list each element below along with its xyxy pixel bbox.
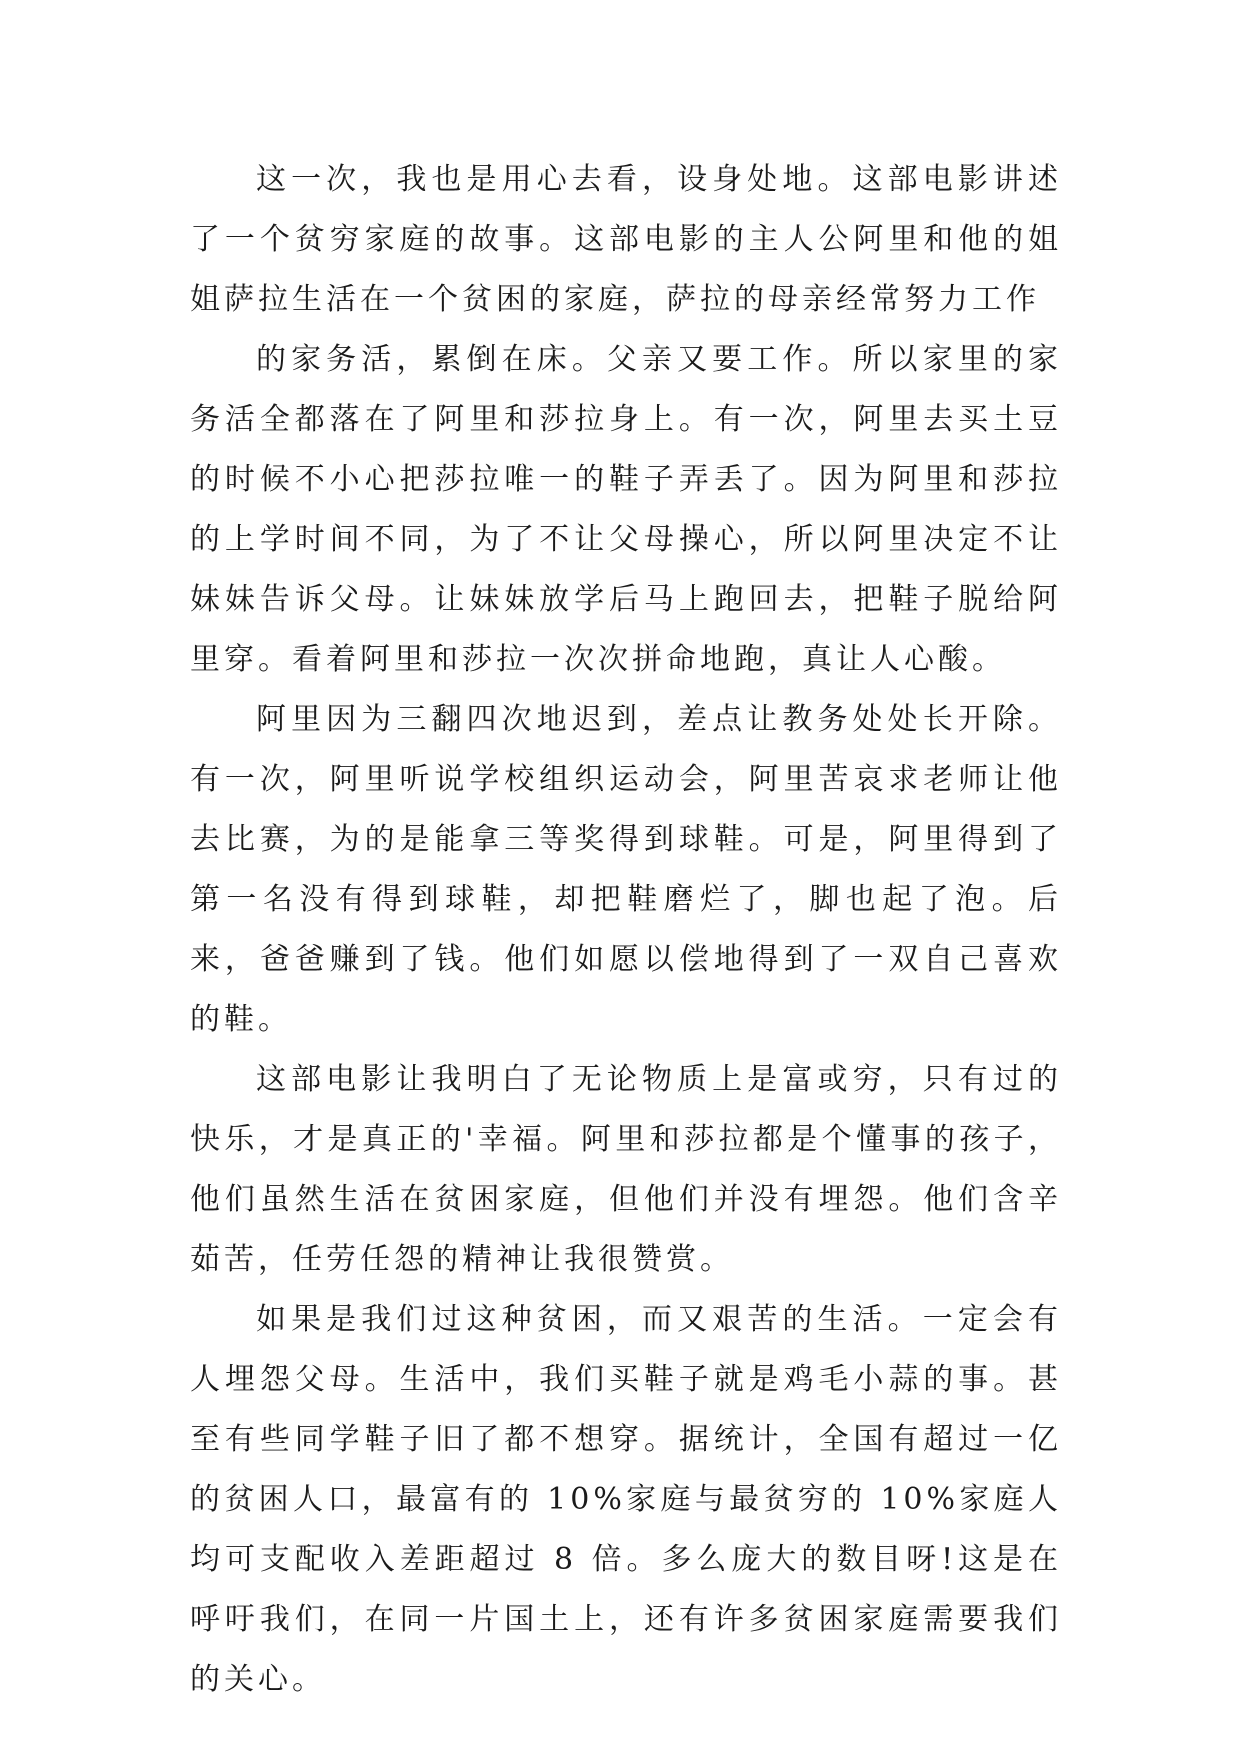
paragraph-5: 如果是我们过这种贫困，而又艰苦的生活。一定会有人埋怨父母。生活中，我们买鞋子就是鸡毛小蒜的事。甚至有些同学鞋子旧了都不想穿。据统计，全国有超过一亿的贫困人口，最富有的 10%家庭与最贫穷的 10%家庭人均可支配收入差距超过 8 倍。多么庞大的数目呀!这是在呼吁我们，在同一片国土上，还有许多贫困家庭需要我们的关心。 bbox=[190, 1302, 1062, 1697]
paragraph-2: 的家务活，累倒在床。父亲又要工作。所以家里的家务活全都落在了阿里和莎拉身上。有一次，阿里去买土豆的时候不小心把莎拉唯一的鞋子弄丢了。因为阿里和莎拉的上学时间不同，为了不让父母操心，所以阿里决定不让妹妹告诉父母。让妹妹放学后马上跑回去，把鞋子脱给阿里穿。看着阿里和莎拉一次次拼命地跑，真让人心酸。 bbox=[190, 342, 1062, 677]
paragraph-3: 阿里因为三翻四次地迟到，差点让教务处处长开除。有一次，阿里听说学校组织运动会，阿里苦哀求老师让他去比赛，为的是能拿三等奖得到球鞋。可是，阿里得到了第一名没有得到球鞋，却把鞋磨烂了，脚也起了泡。后来，爸爸赚到了钱。他们如愿以偿地得到了一双自己喜欢的鞋。 bbox=[190, 702, 1062, 1037]
document-body bbox=[190, 150, 1062, 1710]
paragraph-1: 这一次，我也是用心去看，设身处地。这部电影讲述了一个贫穷家庭的故事。这部电影的主人公阿里和他的姐姐萨拉生活在一个贫困的家庭，萨拉的母亲经常努力工作 bbox=[190, 162, 1062, 317]
paragraph-4: 这部电影让我明白了无论物质上是富或穷，只有过的快乐，才是真正的'幸福。阿里和莎拉都是个懂事的孩子，他们虽然生活在贫困家庭，但他们并没有埋怨。他们含辛茹苦，任劳任怨的精神让我很赞赏。 bbox=[190, 1062, 1062, 1277]
